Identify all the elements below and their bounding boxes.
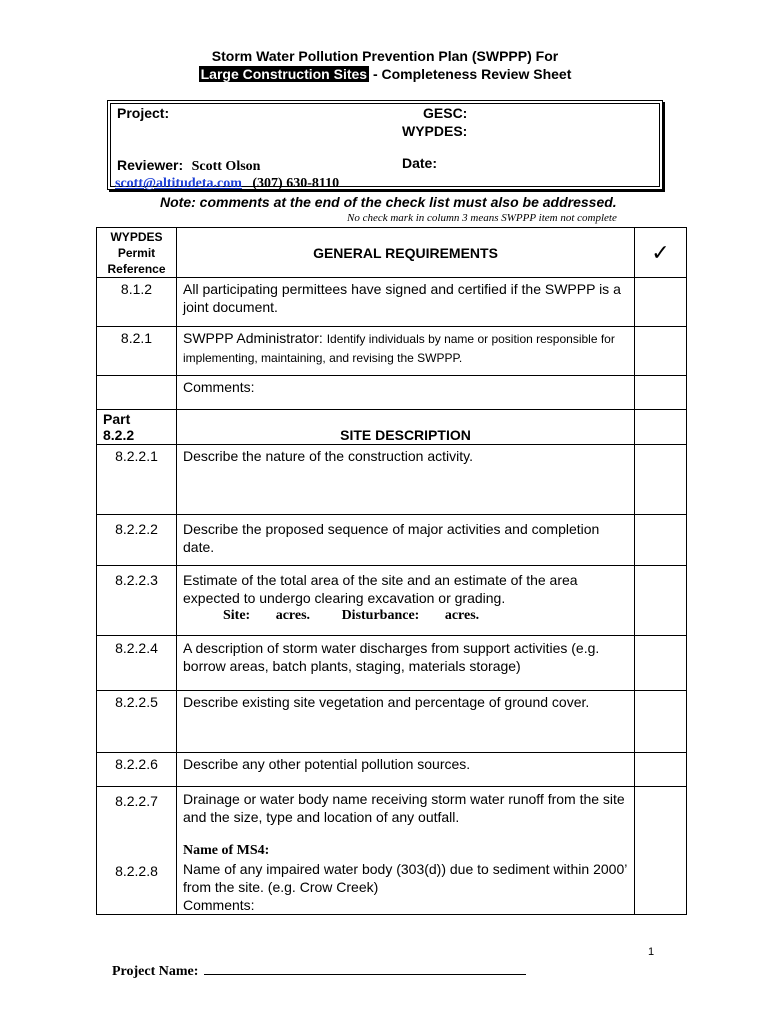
subnote-text: No check mark in column 3 means SWPPP item not complete	[347, 212, 617, 224]
site-description-header-row	[97, 410, 687, 445]
date-label: Date:	[402, 155, 438, 171]
gesc-label: GESC:	[423, 105, 468, 121]
table-row	[97, 753, 687, 787]
row-check-cell[interactable]	[635, 636, 687, 691]
project-name-label: Project Name:	[112, 964, 199, 979]
wypdes-label: WYPDES:	[402, 123, 468, 139]
note-text: Note: comments at the end of the check list must also be addressed.	[160, 194, 617, 210]
ms4-label: Name of MS4:	[183, 843, 270, 858]
row-check-cell	[635, 410, 687, 445]
table-row	[97, 327, 687, 376]
table-row	[97, 278, 687, 327]
project-label: Project:	[117, 105, 170, 121]
checkmark-icon: ✓	[651, 239, 670, 265]
row-check-cell[interactable]	[635, 278, 687, 327]
row-ref: 8.2.2.5	[97, 691, 177, 753]
general-requirements-header: GENERAL REQUIREMENTS	[177, 228, 635, 278]
row-text: Name of any impaired water body (303(d)) due to sediment within 2000’ from the site. (e.g. Crow Creek)	[183, 861, 627, 895]
phone-number: (307) 630-8110	[252, 176, 340, 191]
row-check-cell[interactable]	[635, 445, 687, 515]
row-text: Describe the nature of the construction activity.	[177, 445, 635, 515]
row-check-cell	[635, 376, 687, 410]
title-line-1: Storm Water Pollution Prevention Plan (SWPPP) For	[211, 48, 559, 64]
disturbance-label: Disturbance:	[341, 608, 420, 623]
project-info-box	[107, 100, 663, 190]
row-ref: 8.2.2.3	[97, 566, 177, 636]
site-description-header: SITE DESCRIPTION	[177, 410, 635, 445]
row-check-cell[interactable]	[635, 691, 687, 753]
project-name-line	[112, 962, 526, 980]
site-label: Site:	[223, 608, 251, 623]
row-check-cell[interactable]	[635, 566, 687, 636]
table-row	[97, 566, 687, 636]
row-ref: 8.2.2.8	[115, 863, 158, 879]
row-ref-pair	[97, 787, 177, 915]
row-check-cell[interactable]	[635, 787, 687, 915]
row-ref: 8.2.2.2	[97, 515, 177, 566]
row-text: Describe existing site vegetation and percentage of ground cover.	[177, 691, 635, 753]
row-text	[177, 566, 635, 636]
table-row	[97, 515, 687, 566]
header-wypdes: WYPDES	[110, 230, 163, 244]
row-text	[177, 327, 635, 376]
table-header-row	[97, 228, 687, 278]
header-permit: Permit	[117, 246, 156, 260]
row-check-cell[interactable]	[635, 515, 687, 566]
row-ref: 8.2.1	[97, 327, 177, 376]
permit-reference-header	[97, 228, 177, 278]
comments-general[interactable]: Comments:	[177, 376, 635, 410]
row-text: All participating permittees have signed and certified if the SWPPP is a joint document.	[177, 278, 635, 327]
contact-line	[115, 174, 339, 192]
row-text: A description of storm water discharges from support activities (e.g. borrow areas, batch plants, staging, materials storage)	[177, 636, 635, 691]
comments-site[interactable]: Comments:	[183, 897, 255, 913]
part-label	[97, 410, 177, 445]
row-ref: 8.2.2.6	[97, 753, 177, 787]
email-link[interactable]: scott@altitudeta.com	[115, 176, 242, 191]
row-ref: 8.2.2.1	[97, 445, 177, 515]
row-check-cell[interactable]	[635, 753, 687, 787]
reviewer-name: Scott Olson	[191, 159, 261, 174]
check-column-header	[635, 228, 687, 278]
table-row	[97, 691, 687, 753]
title-highlight: Large Construction Sites	[200, 66, 368, 82]
table-row	[97, 445, 687, 515]
row-text: Drainage or water body name receiving storm water runoff from the site and the size, type and location of any outfall.	[183, 791, 625, 825]
reviewer-label: Reviewer:	[117, 157, 184, 173]
table-row	[97, 376, 687, 410]
row-ref: 8.2.2.4	[97, 636, 177, 691]
disturbance-acres-unit: acres.	[444, 608, 480, 623]
title-line-2	[0, 66, 770, 82]
row-text: Describe any other potential pollution sources.	[177, 753, 635, 787]
requirements-table	[96, 227, 687, 915]
row-text: Describe the proposed sequence of major activities and completion date.	[177, 515, 635, 566]
table-row	[97, 636, 687, 691]
part-label-2: 8.2.2	[103, 427, 135, 443]
project-name-field[interactable]	[204, 962, 526, 975]
page-number: 1	[648, 946, 655, 958]
row-text-main: SWPPP Administrator:	[183, 330, 323, 346]
row-check-cell[interactable]	[635, 327, 687, 376]
row-ref: 8.1.2	[97, 278, 177, 327]
title-rest: - Completeness Review Sheet	[369, 66, 572, 82]
part-label-1: Part	[103, 411, 131, 427]
row-text-pair	[177, 787, 635, 915]
table-row	[97, 787, 687, 915]
row-ref: 8.2.2.7	[115, 793, 158, 809]
header-reference: Reference	[107, 262, 166, 276]
reviewer-line	[117, 157, 260, 175]
row-text-small: Identify individuals by name or position responsible for implementing, maintaining, and revising the SWPPP.	[183, 332, 615, 365]
acreage-line	[183, 607, 630, 625]
row-text-main: Estimate of the total area of the site and an estimate of the area expected to undergo clearing excavation or grading.	[183, 572, 578, 606]
site-acres-unit: acres.	[275, 608, 311, 623]
row-ref-empty	[97, 376, 177, 410]
